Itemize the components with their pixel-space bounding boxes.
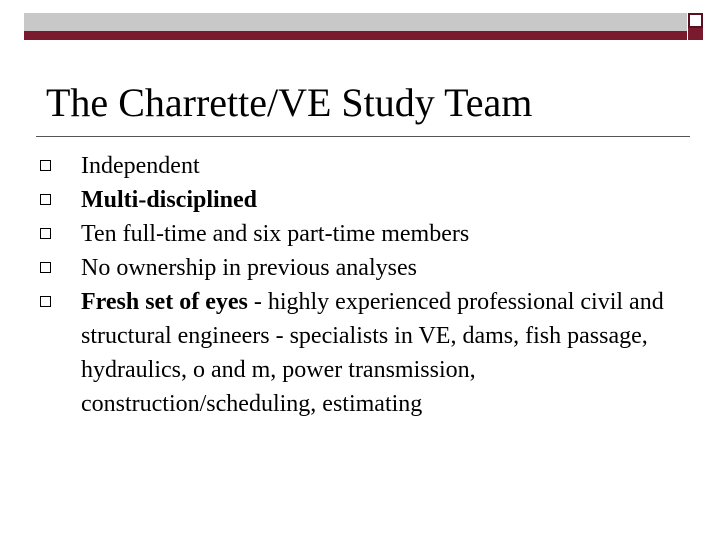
bullet-text: No ownership in previous analyses [81,255,417,281]
square-bullet-icon [40,228,51,239]
bullet-bold-text: Multi-disciplined [81,187,258,213]
list-item [40,149,680,183]
list-item [40,183,680,217]
corner-square-decoration [688,13,703,28]
list-item [40,217,680,251]
bullet-text: - highly experienced professional civil and structural engineers - specialists in VE, dams, fish passage, hydraulics, o and m, power transmission, construction/scheduling, estimating [81,289,664,417]
square-bullet-icon [40,262,51,273]
list-item [40,251,680,285]
list-item [40,285,680,421]
bullet-list [40,149,680,421]
bullet-text: Ten full-time and six part-time members [81,221,470,247]
slide-title: The Charrette/VE Study Team [46,80,533,125]
header-accent-stripe [24,31,687,40]
square-bullet-icon [40,160,51,171]
square-bullet-icon [40,296,51,307]
bullet-bold-text: Fresh set of eyes [81,289,248,315]
bullet-text: Independent [81,153,200,179]
title-divider [36,136,690,137]
corner-accent-block [688,28,703,40]
header-decorative-bar [24,13,687,31]
square-bullet-icon [40,194,51,205]
